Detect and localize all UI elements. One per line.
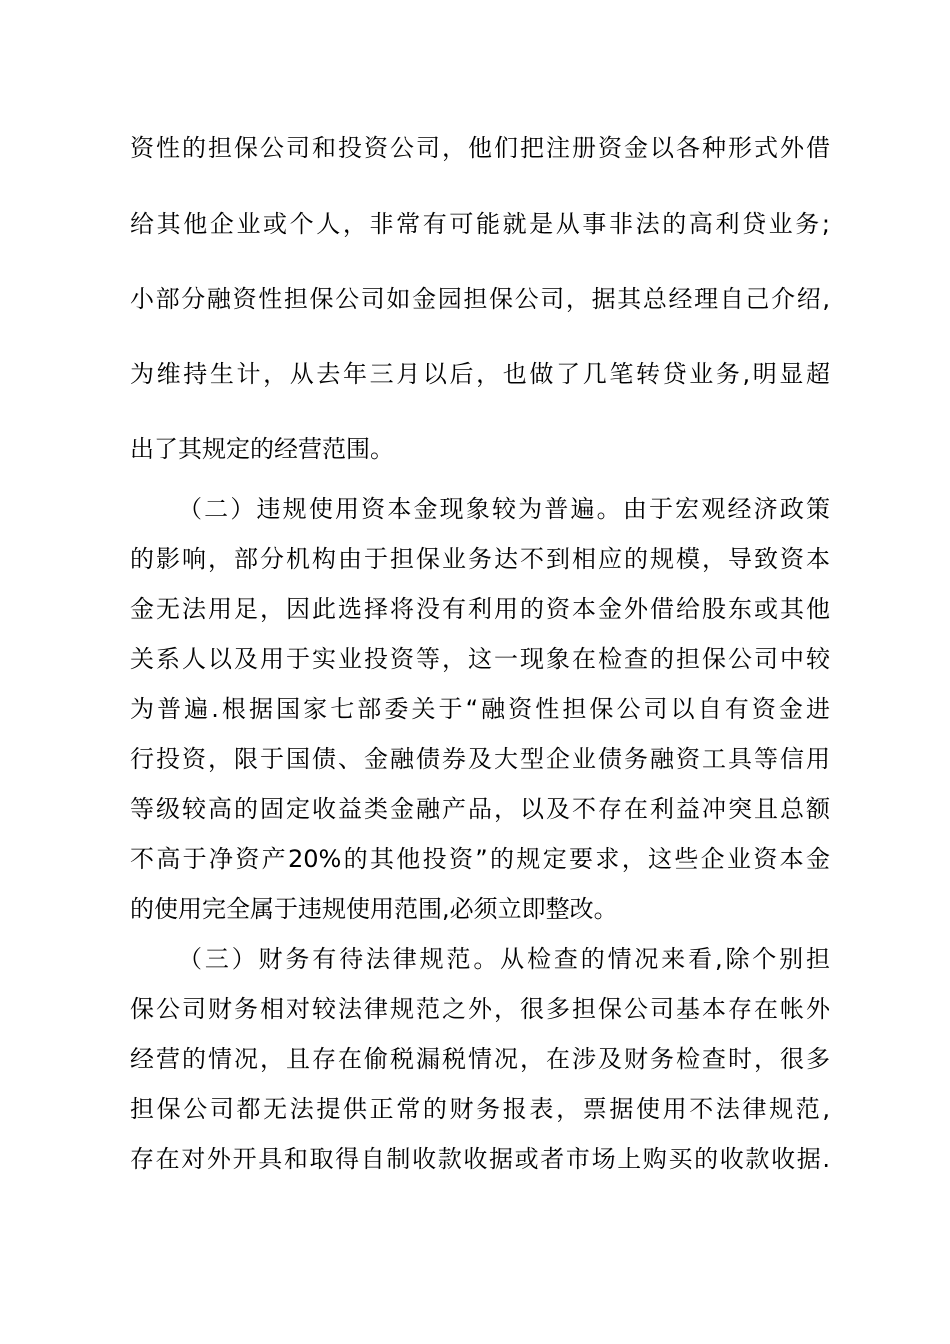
- text-line: 给其他企业或个人，非常有可能就是从事非法的高利贷业务;: [130, 210, 830, 238]
- text-line: 的使用完全属于违规使用范围,必须立即整改。: [130, 895, 618, 923]
- paragraph-3-first-line: （三）财务有待法律规范。从检查的情况来看,除个别担: [178, 945, 830, 973]
- text-line: 小部分融资性担保公司如金园担保公司，据其总经理自己介绍,: [130, 285, 830, 313]
- text-line: 存在对外开具和取得自制收款收据或者市场上购买的收款收据.: [130, 1145, 830, 1173]
- text-line: 行投资，限于国债、金融债券及大型企业债务融资工具等信用: [130, 745, 830, 773]
- text-line: 为维持生计，从去年三月以后，也做了几笔转贷业务,明显超: [130, 360, 830, 388]
- text-line: 关系人以及用于实业投资等，这一现象在检查的担保公司中较: [130, 645, 830, 673]
- paragraph-2-first-line: （二）违规使用资本金现象较为普遍。由于宏观经济政策: [178, 495, 830, 523]
- text-line: 出了其规定的经营范围。: [130, 435, 394, 463]
- text-line: 资性的担保公司和投资公司，他们把注册资金以各种形式外借: [130, 134, 830, 162]
- text-line: 等级较高的固定收益类金融产品，以及不存在利益冲突且总额: [130, 795, 830, 823]
- text-line: 经营的情况，且存在偷税漏税情况，在涉及财务检查时，很多: [130, 1045, 830, 1073]
- text-line: 为普遍.根据国家七部委关于“融资性担保公司以自有资金进: [130, 695, 830, 723]
- text-line: 的影响，部分机构由于担保业务达不到相应的规模，导致资本: [130, 545, 830, 573]
- text-line: 保公司财务相对较法律规范之外，很多担保公司基本存在帐外: [130, 995, 830, 1023]
- text-line: 不高于净资产20%的其他投资”的规定要求，这些企业资本金: [130, 845, 830, 873]
- text-line: 金无法用足，因此选择将没有利用的资本金外借给股东或其他: [130, 595, 830, 623]
- text-line: 担保公司都无法提供正常的财务报表，票据使用不法律规范,: [130, 1095, 830, 1123]
